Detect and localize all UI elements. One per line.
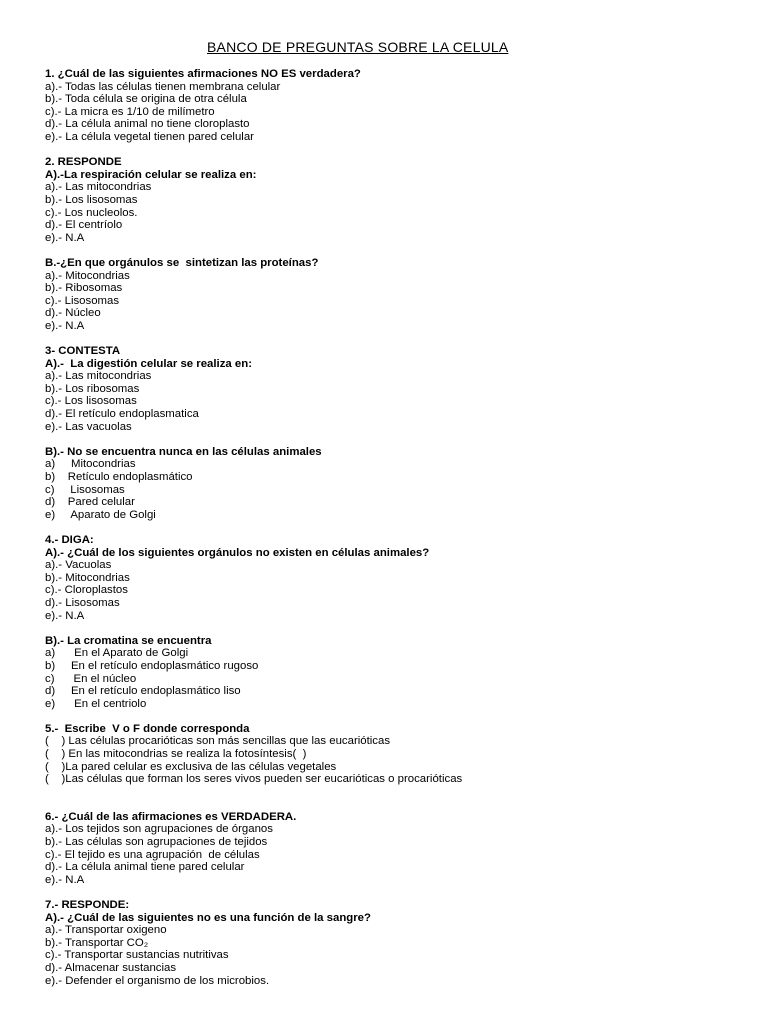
question-heading: 5.- Escribe V o F donde corresponda bbox=[45, 722, 250, 735]
answer-option: d).- El retículo endoplasmatica bbox=[45, 408, 199, 421]
answer-option: a) Mitocondrias bbox=[45, 458, 136, 471]
answer-option: e).- N.A bbox=[45, 609, 85, 622]
answer-option: e).- Las vacuolas bbox=[45, 420, 132, 433]
answer-option: c) En el núcleo bbox=[45, 672, 137, 685]
question-heading: B.-¿En que orgánulos se sintetizan las proteínas? bbox=[45, 256, 319, 269]
answer-option: b).- Los lisosomas bbox=[45, 193, 138, 206]
answer-option: b).- Toda célula se origina de otra célula bbox=[45, 93, 247, 106]
answer-option: d) En el retículo endoplasmático liso bbox=[45, 685, 241, 698]
answer-option: e) En el centriolo bbox=[45, 697, 147, 710]
question-heading: A).-La respiración celular se realiza en: bbox=[45, 168, 257, 181]
answer-option: d) Pared celular bbox=[45, 496, 135, 509]
question-heading: A).- ¿Cuál de los siguientes orgánulos no existen en células animales? bbox=[45, 546, 430, 559]
answer-option: e).- Defender el organismo de los microbios. bbox=[45, 974, 270, 987]
answer-option: ( )Las células que forman los seres vivos pueden ser eucarióticas o procarióticas bbox=[45, 773, 463, 786]
answer-option: a).- Mitocondrias bbox=[45, 269, 130, 282]
answer-option: b) En el retículo endoplasmático rugoso bbox=[45, 659, 259, 672]
question-heading: 3- CONTESTA bbox=[45, 345, 121, 358]
answer-option: d).- Lisosomas bbox=[45, 596, 120, 609]
answer-option: a).- Vacuolas bbox=[45, 559, 112, 572]
answer-option: e) Aparato de Golgi bbox=[45, 508, 156, 521]
spacer bbox=[45, 244, 745, 257]
answer-option: ( ) En las mitocondrias se realiza la fotosíntesis( ) bbox=[45, 748, 307, 761]
answer-option: d).- La célula animal tiene pared celular bbox=[45, 861, 245, 874]
answer-option: ( ) Las células procarióticas son más sencillas que las eucarióticas bbox=[45, 735, 391, 748]
answer-option: ( )La pared celular es exclusiva de las células vegetales bbox=[45, 760, 337, 773]
answer-option: b).- Transportar CO₂ bbox=[45, 936, 149, 949]
answer-option: c).- El tejido es una agrupación de células bbox=[45, 848, 260, 861]
answer-option: a).- Los tejidos son agrupaciones de órganos bbox=[45, 823, 273, 836]
spacer bbox=[45, 622, 745, 635]
document-title: BANCO DE PREGUNTAS SOBRE LA CELULA bbox=[207, 39, 509, 55]
answer-option: c).- La micra es 1/10 de milímetro bbox=[45, 105, 215, 118]
answer-option: b).- Las células son agrupaciones de tejidos bbox=[45, 836, 268, 849]
answer-option: b) Retículo endoplasmático bbox=[45, 471, 193, 483]
question-heading: 1. ¿Cuál de las siguientes afirmaciones NO ES verdadera? bbox=[45, 68, 361, 80]
answer-option: c).- Transportar sustancias nutritivas bbox=[45, 949, 229, 962]
spacer bbox=[45, 433, 745, 446]
answer-option: a).- Todas las células tienen membrana celular bbox=[45, 80, 281, 93]
spacer bbox=[45, 144, 745, 157]
answer-option: c).- Cloroplastos bbox=[45, 584, 128, 597]
answer-option: a).- Transportar oxigeno bbox=[45, 924, 167, 937]
question-heading: 2. RESPONDE bbox=[45, 156, 122, 169]
answer-option: b).- Mitocondrias bbox=[45, 571, 130, 584]
answer-option: c).- Los nucleolos. bbox=[45, 206, 138, 219]
answer-option: c).- Los lisosomas bbox=[45, 395, 137, 408]
answer-option: d).- Núcleo bbox=[45, 307, 101, 320]
answer-option: b).- Los ribosomas bbox=[45, 382, 140, 395]
spacer bbox=[45, 786, 745, 811]
question-heading: 4.- DIGA: bbox=[45, 533, 94, 546]
spacer bbox=[45, 710, 745, 723]
answer-option: e).- La célula vegetal tienen pared celular bbox=[45, 130, 254, 143]
answer-option: d).- Almacenar sustancias bbox=[45, 961, 177, 974]
spacer bbox=[45, 521, 745, 534]
answer-option: a).- Las mitocondrias bbox=[45, 181, 152, 194]
question-heading: A).- ¿Cuál de las siguientes no es una función de la sangre? bbox=[45, 911, 371, 924]
answer-option: e).- N.A bbox=[45, 319, 85, 332]
question-heading: B).- No se encuentra nunca en las células animales bbox=[45, 445, 322, 458]
spacer bbox=[45, 886, 745, 899]
question-bank bbox=[45, 68, 745, 987]
answer-option: e).- N.A bbox=[45, 231, 85, 244]
answer-option: d).- La célula animal no tiene cloroplasto bbox=[45, 118, 250, 131]
answer-option: b).- Ribosomas bbox=[45, 282, 123, 295]
answer-option: c).- Lisosomas bbox=[45, 294, 120, 307]
question-heading: A).- La digestión celular se realiza en: bbox=[45, 357, 252, 370]
answer-option: c) Lisosomas bbox=[45, 483, 125, 496]
question-heading: 6.- ¿Cuál de las afirmaciones es VERDADERA. bbox=[45, 810, 297, 823]
answer-option: e).- N.A bbox=[45, 873, 85, 886]
answer-option: a).- Las mitocondrias bbox=[45, 370, 152, 383]
question-heading: B).- La cromatina se encuentra bbox=[45, 634, 212, 647]
answer-option: d).- El centríolo bbox=[45, 219, 123, 232]
answer-option: a) En el Aparato de Golgi bbox=[45, 647, 189, 660]
spacer bbox=[45, 332, 745, 345]
question-heading: 7.- RESPONDE: bbox=[45, 899, 130, 911]
